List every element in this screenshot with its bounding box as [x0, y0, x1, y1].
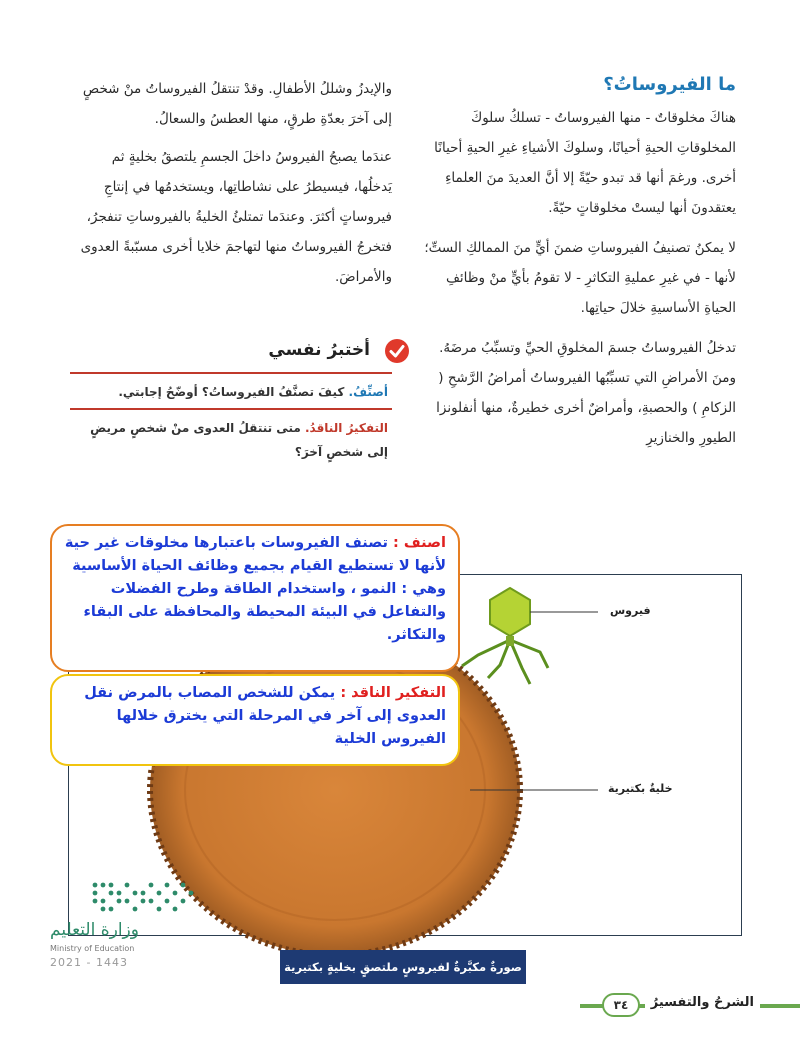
page-footer: [580, 993, 800, 1019]
question-1-keyword: أصنِّفُ.: [348, 385, 388, 399]
answer-1-text: تصنف الفيروسات باعتبارها مخلوقات غير حية لأنها لا تستطيع القيام بجميع وظائف الحياة الأساسية وهي : النمو ، واستخدام الطاقة وطرح الفضلات والتفاعل في البيئة المحيطة والمحافظة على البقاء والتكاثر.: [64, 535, 446, 643]
bacterial-cell-label: خليةٌ بكتيرية: [608, 782, 673, 795]
footer-section-title: الشرحُ والتفسيرُ: [645, 995, 760, 1010]
test-yourself-title: أختبرُ نفسي: [268, 340, 370, 360]
virus: [462, 640, 548, 684]
page-number: ٣٤: [602, 993, 640, 1017]
question-2-text: متى تنتقلُ العدوى منْ شخصٍ مريضٍ إلى شخصٍ آخرَ؟: [90, 421, 388, 459]
answer-callout-2: [50, 674, 460, 766]
ministry-years: 2021 - 1443: [50, 956, 128, 969]
paragraph-4: والإيدزُ وشللُ الأطفالِ. وقدْ تنتقلُ الفيروساتُ منْ شخصٍ إلى آخرَ بعدّةِ طرقٍ، منها العطسُ والسعالُ.: [82, 81, 392, 127]
virus-head: [490, 588, 530, 636]
paragraph-3: تدخلُ الفيروساتُ جسمَ المخلوقِ الحيِّ وتسبِّبُ مرضَهُ. ومنَ الأمراضِ التي تسبِّبُها الفيروساتُ أمراضُ الرَّشحِ ( الزكامِ ) والحصبةِ، وأمراضٌ أخرى خطيرةٌ، منها أنفلونزا الطيورِ والخنازيرِ: [436, 340, 736, 446]
ministry-name-en: Ministry of Education: [50, 944, 135, 953]
answer-1-label: اصنف :: [392, 535, 446, 551]
section-title: ما الفيروساتُ؟: [603, 74, 736, 95]
paragraph-5: عندَما يصبحُ الفيروسُ داخلَ الجسمِ يلتصقُ بخليةٍ ثم يَدخلُها، فيسيطرُ على نشاطاتِها، ويستخدمُها في إنتاجِ فيروساتٍ أكثرَ. وعندَما تمتلئُ الخليةُ بالفيروساتِ تنفجرُ، فتخرجُ الفيروساتُ منها لتهاجمَ خلايا أخرى مسبّبةً العدوى والأمراضَ.: [80, 149, 392, 285]
question-2-keyword: التفكيرُ الناقدُ.: [304, 421, 388, 435]
virus-label: فيروس: [610, 604, 651, 617]
answer-2-text: يمكن للشخص المصاب بالمرض نقل العدوى إلى آخر في المرحلة التي يخترق خلالها الفيروس الخلية: [84, 685, 446, 747]
ministry-dots-icon: [90, 880, 200, 914]
answer-2-label: التفكير الناقد :: [340, 685, 446, 701]
figure-caption: صورةٌ مكبَّرةٌ لفيروسٍ ملتصقٍ بخليةٍ بكتيرية: [280, 950, 526, 984]
answer-1: [64, 532, 446, 647]
answer-callout-1: [50, 524, 460, 672]
answer-2: [64, 682, 446, 751]
ministry-logo: [50, 880, 210, 980]
paragraph-1: هناكَ مخلوقاتٌ - منها الفيروساتُ - تسلكُ سلوكَ المخلوقاتِ الحيةِ أحيانًا، وسلوكَ الأشياءِ غيرِ الحيةِ أحيانًا أخرى. ورغمَ أنها قد تبدو حيّةً إلا أنَّ العديدَ منَ العلماءِ يعتقدونَ أنها ليستْ مخلوقاتٍ حيّةً.: [434, 110, 736, 216]
ministry-name-ar: وزارة التعليم: [50, 920, 139, 940]
paragraph-2: لا يمكنُ تصنيفُ الفيروساتِ ضمنَ أيٍّ منَ الممالكِ الستِّ؛ لأنها - في غيرِ عمليةِ التكاثرِ - لا تقومُ بأيٍّ منْ وظائفِ الحياةِ الأساسيةِ خلالَ حياتِها.: [424, 240, 736, 316]
question-1-text: كيفَ تصنَّفُ الفيروساتُ؟ أوضّحُ إجابتي.: [118, 385, 349, 399]
